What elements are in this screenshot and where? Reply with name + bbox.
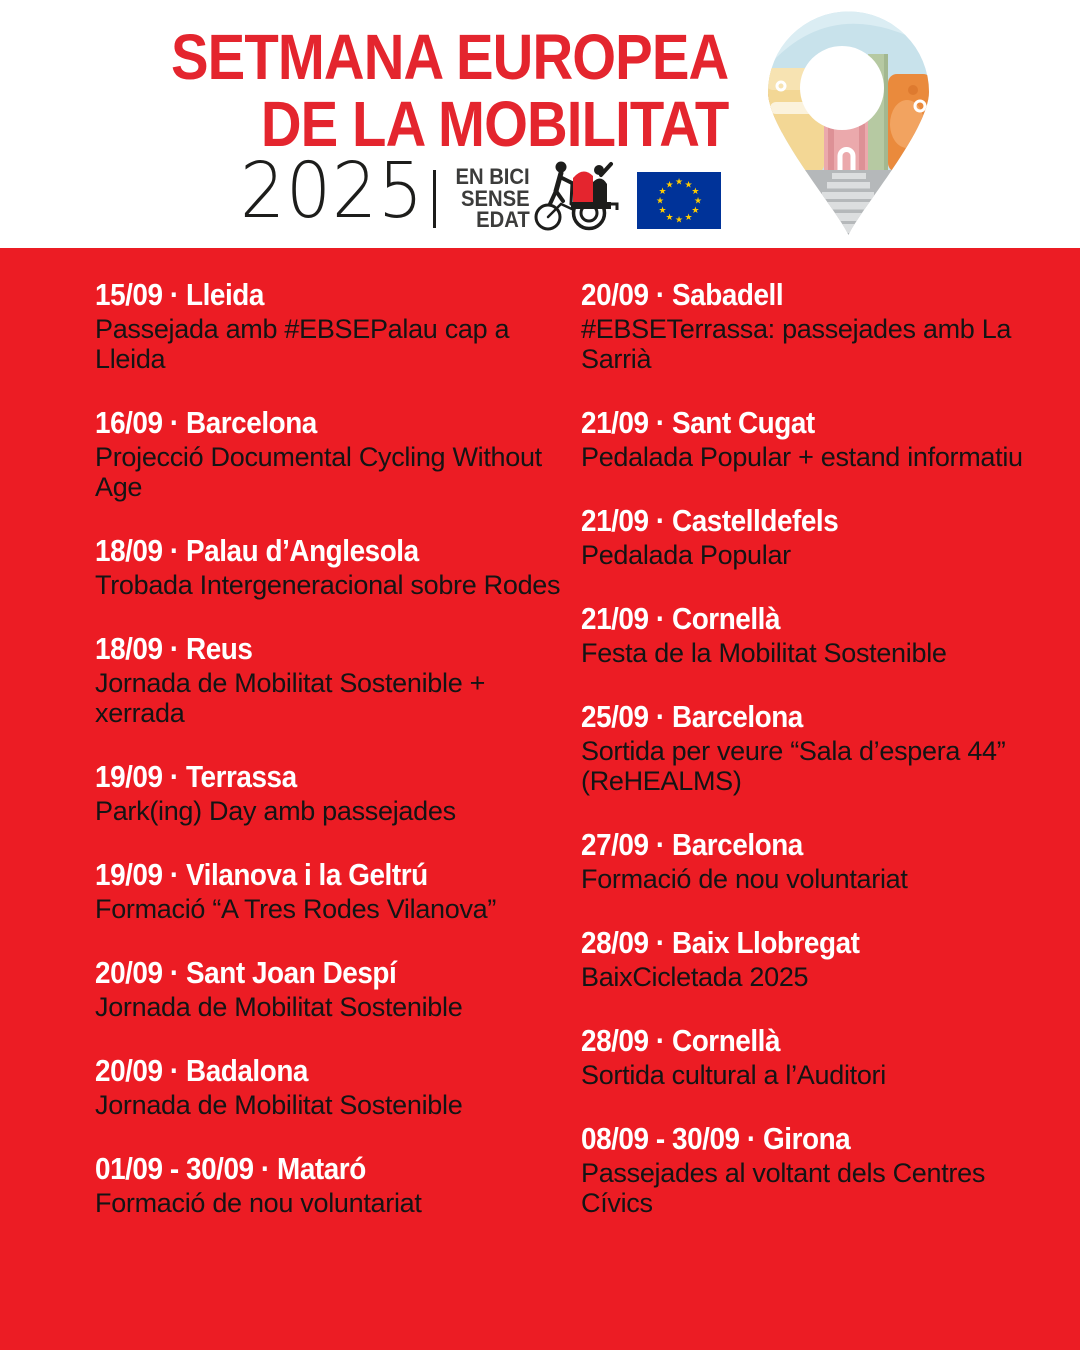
divider-bar <box>433 170 436 228</box>
event-heading: 18/09 · Reus <box>95 631 253 666</box>
event-description: Sortida per veure “Sala d’espera 44” (ReHEALMS) <box>581 736 1006 796</box>
eu-star-icon: ★ <box>674 177 684 188</box>
event-heading: 20/09 · Badalona <box>95 1053 308 1088</box>
event-description: Jornada de Mobilitat Sostenible <box>95 1090 463 1120</box>
event-heading: 28/09 · Baix Llobregat <box>581 925 860 960</box>
event-heading: 15/09 · Lleida <box>95 277 264 312</box>
event-description: Pedalada Popular + estand informatiu <box>581 442 1023 472</box>
eu-star-icon: ★ <box>674 215 684 226</box>
event-heading: 27/09 · Barcelona <box>581 827 803 862</box>
eu-star-icon: ★ <box>665 213 674 224</box>
event-description: Projecció Documental Cycling Without Age <box>95 442 542 502</box>
event-description: Jornada de Mobilitat Sostenible + xerrada <box>95 668 486 728</box>
events-column-left <box>95 276 563 1248</box>
event-item <box>581 826 1036 894</box>
event-heading: 19/09 · Terrassa <box>95 759 297 794</box>
year-text: 2025 <box>240 147 424 236</box>
event-item <box>581 276 1036 374</box>
title-line-1: SETMANA EUROPEA <box>170 21 728 93</box>
event-heading: 18/09 · Palau d’Anglesola <box>95 533 419 568</box>
event-item <box>95 276 563 374</box>
event-item <box>95 630 563 728</box>
event-heading: 16/09 · Barcelona <box>95 405 317 440</box>
event-item <box>95 954 563 1022</box>
event-heading: 21/09 · Cornellà <box>581 601 781 636</box>
eu-star-icon: ★ <box>655 196 665 207</box>
event-item <box>95 758 563 826</box>
eu-star-icon: ★ <box>691 187 700 198</box>
poster-title <box>170 21 728 160</box>
event-item <box>581 600 1036 668</box>
event-description: Formació de nou voluntariat <box>581 864 908 894</box>
event-item <box>95 1150 563 1218</box>
campaign-logo-text <box>456 166 530 231</box>
event-description: Sortida cultural a l’Auditori <box>581 1060 886 1090</box>
event-description: Trobada Intergeneracional sobre Rodes <box>95 570 561 600</box>
eu-flag-icon <box>637 172 721 229</box>
events-column-right <box>581 276 1036 1248</box>
event-description: Jornada de Mobilitat Sostenible <box>95 992 463 1022</box>
event-heading: 25/09 · Barcelona <box>581 699 803 734</box>
event-description: Park(ing) Day amb passejades <box>95 796 456 826</box>
event-description: Passejada amb #EBSEPalau cap a Lleida <box>95 314 510 374</box>
event-heading: 20/09 · Sabadell <box>581 277 784 312</box>
logo-text-line-2: SENSE <box>461 185 530 211</box>
event-item <box>581 502 1036 570</box>
event-item <box>95 404 563 502</box>
eu-star-icon: ★ <box>691 206 700 217</box>
event-item <box>95 532 563 600</box>
event-description: #EBSETerrassa: passejades amb La Sarrià <box>581 314 1012 374</box>
eu-star-icon: ★ <box>684 180 693 191</box>
eu-star-icon: ★ <box>658 187 667 198</box>
location-pin-cityscape-icon <box>760 6 937 237</box>
event-item <box>95 856 563 924</box>
eu-star-icon: ★ <box>684 213 693 224</box>
event-description: Formació de nou voluntariat <box>95 1188 422 1218</box>
event-item <box>581 1120 1036 1218</box>
event-item <box>581 924 1036 992</box>
event-description: Pedalada Popular <box>581 540 791 570</box>
event-description: BaixCicletada 2025 <box>581 962 809 992</box>
event-heading: 01/09 - 30/09 · Mataró <box>95 1151 366 1186</box>
event-heading: 08/09 - 30/09 · Girona <box>581 1121 851 1156</box>
logo-text-line-1: EN BICI <box>455 164 530 189</box>
trishaw-pictogram-icon <box>531 160 621 232</box>
event-item <box>581 1022 1036 1090</box>
events-section <box>0 248 1080 1350</box>
eu-star-icon: ★ <box>693 196 703 207</box>
event-heading: 21/09 · Castelldefels <box>581 503 839 538</box>
event-description: Festa de la Mobilitat Sostenible <box>581 638 947 668</box>
eu-star-icon: ★ <box>658 206 667 217</box>
event-description: Formació “A Tres Rodes Vilanova” <box>95 894 497 924</box>
event-item <box>581 698 1036 796</box>
event-heading: 19/09 · Vilanova i la Geltrú <box>95 857 428 892</box>
event-heading: 28/09 · Cornellà <box>581 1023 781 1058</box>
event-heading: 21/09 · Sant Cugat <box>581 405 815 440</box>
event-heading: 20/09 · Sant Joan Despí <box>95 955 397 990</box>
title-line-2: DE LA MOBILITAT <box>260 88 728 160</box>
event-item <box>581 404 1036 472</box>
logo-text-line-3: EDAT <box>476 207 530 232</box>
event-item <box>95 1052 563 1120</box>
eu-star-icon: ★ <box>665 180 674 191</box>
event-description: Passejades al voltant dels Centres Cívics <box>581 1158 986 1218</box>
